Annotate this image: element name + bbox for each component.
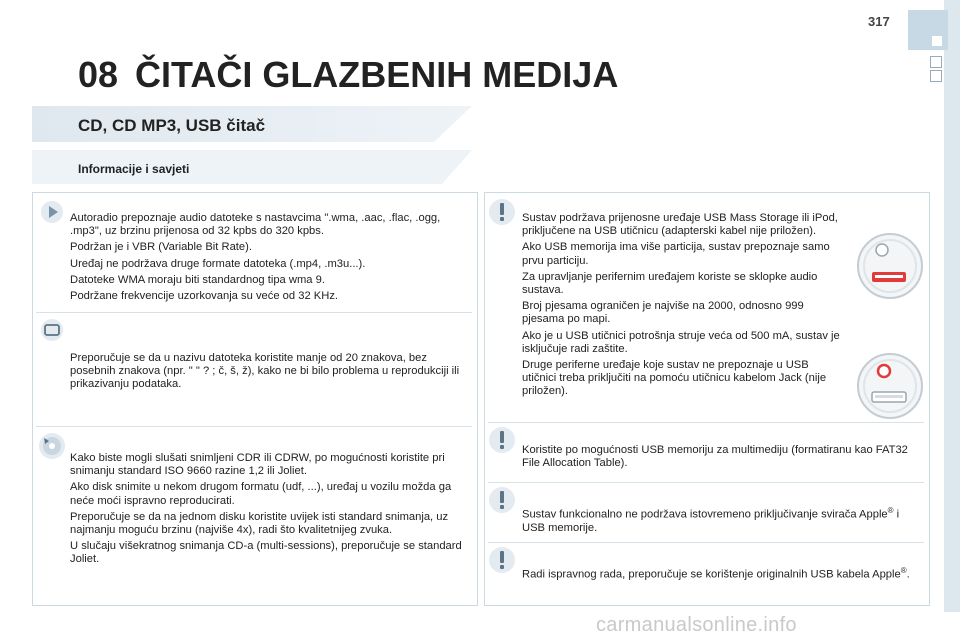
chapter-tab [908, 10, 948, 50]
square-icon [930, 70, 942, 82]
paragraph [522, 564, 918, 582]
paragraph: Ako je u USB utičnici potrošnja struje veća od 500 mA, sustav je isključuje radi zaštite. [522, 329, 840, 355]
divider [36, 426, 472, 427]
fat32-text-block [522, 444, 918, 473]
paragraph: Preporučuje se da u nazivu datoteka koristite manje od 20 znakova, bez posebnih znakova (npr. " " ? ; č, š, ž), kako ne bi bilo problema u reprodukciji ili prikazivanju podataka. [70, 352, 460, 391]
divider [488, 542, 924, 543]
paragraph [522, 504, 918, 535]
registered-mark: ® [887, 506, 894, 515]
divider [488, 482, 924, 483]
apple-cable-text-block [522, 564, 918, 585]
warning-exclamation-icon [488, 546, 516, 574]
paragraph: Kako biste mogli slušati snimljeni CDR ili CDRW, po mogućnosti koristite pri snimanju standard ISO 9660 razine 1,2 ili Joliet. [70, 452, 445, 478]
warning-exclamation-icon [488, 426, 516, 454]
paragraph: Autoradio prepoznaje audio datoteke s nastavcima ".wma, .aac, .flac, .ogg, .mp3", uz brzinu prijenosa od 32 kpbs do 320 kpbs. [70, 212, 441, 238]
play-arrow-icon [40, 200, 64, 224]
chapter-number: 08 [78, 54, 119, 95]
section-title: CD, CD MP3, USB čitač [78, 116, 266, 135]
paragraph: Broj pjesama ograničen je najviše na 2000, odnosno 999 pjesama po mapi. [522, 300, 804, 326]
cd-recording-text-block [70, 452, 470, 570]
text-segment: Sustav funkcionalno ne podržava istovremeno priključivanje svirača Apple [522, 508, 888, 521]
paragraph: Preporučuje se da na jednom disku koristite uvijek isti standard snimanja, uz najmanju moguću brzinu (najviše 4x), radi što kvalitetnijeg zvuka. [70, 510, 449, 537]
usb-socket-illustration [854, 218, 926, 308]
paragraph: Uređaj ne podržava druge formate datoteka (.mp4, .m3u...). [70, 257, 366, 270]
paragraph: U slučaju višekratnog snimanja CD-a (multi-sessions), preporučuje se standard Joliet. [70, 540, 462, 566]
jack-socket-illustration [854, 338, 926, 428]
divider [36, 312, 472, 313]
cd-disc-icon [38, 432, 66, 460]
paragraph: Datoteke WMA moraju biti standardnog tipa wma 9. [70, 273, 325, 286]
screen-icon [40, 318, 64, 342]
warning-exclamation-icon [488, 486, 516, 514]
filename-text-block [70, 352, 470, 395]
paragraph: Ako USB memorija ima više particija, sustav prepoznaje samo prvu particiju. [522, 241, 830, 267]
text-segment: i USB memorije. [522, 508, 900, 534]
usb-support-text-block [522, 212, 842, 402]
paragraph: Podržane frekvencije uzorkovanja su veće od 32 KHz. [70, 290, 339, 303]
chapter-title: ČITAČI GLAZBENIH MEDIJA [135, 54, 619, 95]
paragraph: Sustav podržava prijenosne uređaje USB Mass Storage ili iPod, priključene na USB utičnicu (adapterski kabel nije priložen). [522, 212, 838, 238]
registered-mark: ® [900, 566, 907, 575]
page-number: 317 [868, 14, 890, 29]
text-segment: Radi ispravnog rada, preporučuje se korištenje originalnih USB kabela Apple [522, 568, 901, 581]
warning-exclamation-icon [488, 198, 516, 226]
square-icon [930, 56, 942, 68]
paragraph: Za upravljanje perifernim uređajem koriste se sklopke audio sustava. [522, 270, 818, 297]
text-segment: . [906, 568, 910, 581]
subheading: Informacije i savjeti [78, 162, 190, 176]
formats-text-block [70, 212, 470, 306]
divider [488, 422, 924, 423]
paragraph: Koristite po mogućnosti USB memoriju za multimediju (formatiranu kao FAT32 File Allocation Table). [522, 444, 908, 470]
paragraph: Ako disk snimite u nekom drugom formatu (udf, ...), uređaj u vozilu možda ga neće moći ispravno reproducirati. [70, 481, 452, 507]
paragraph: Druge periferne uređaje koje sustav ne prepoznaje u USB utičnici treba priključiti na pomoću utičnicu kabelom Jack (nije priložen). [522, 359, 827, 398]
watermark: carmanualsonline.info [596, 614, 797, 636]
paragraph: Podržan je i VBR (Variable Bit Rate). [70, 241, 252, 254]
page-edge-strip [944, 0, 960, 612]
apple-usb-text-block [522, 504, 918, 538]
